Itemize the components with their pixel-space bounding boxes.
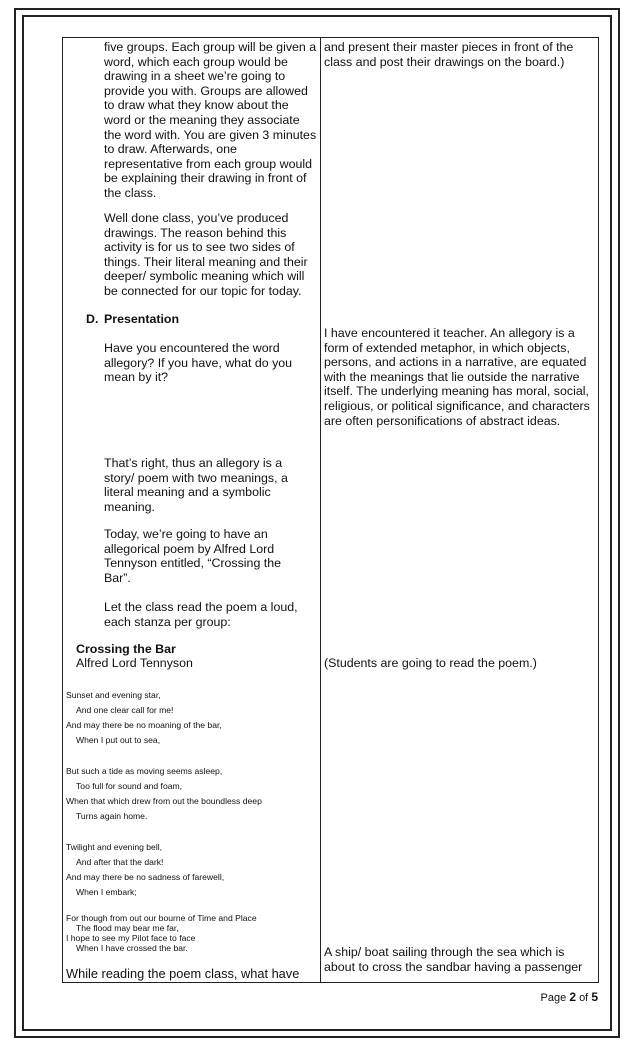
poem-line: I hope to see my Pilot face to face — [66, 933, 196, 943]
poem-line: And one clear call for me! — [76, 705, 174, 715]
left-paragraph-5: Let the class read the poem a loud, each stanza per group: — [104, 600, 298, 629]
poem-title: Crossing the Bar — [76, 642, 176, 656]
poem-line: Turns again home. — [76, 811, 148, 821]
read-poem-note: (Students are going to read the poem.) — [324, 656, 537, 670]
left-paragraph-2: Well done class, you’ve produced drawings. The reason behind this activity is for us to see two sides of things. Their literal meaning and their deeper/ symbolic meaning which will be connected for our topic for today. — [104, 211, 308, 298]
allegory-answer: I have encountered it teacher. An allegory is a form of extended metaphor, in which objects, persons, and actions in a narrative, are equated with the meanings that lie outside the narrative itself. The underlying meaning has moral, social, religious, or political significance, and characters are often personifications of abstract ideas. — [324, 326, 590, 428]
of-word: of — [579, 992, 589, 1004]
poem-line: The flood may bear me far, — [76, 923, 179, 933]
poem-author: Alfred Lord Tennyson — [76, 656, 193, 670]
right-paragraph-1: and present their master pieces in front of the class and post their drawings on the board.) — [324, 40, 574, 69]
poem-line: When I have crossed the bar. — [76, 943, 188, 953]
poem-line: Twilight and evening bell, — [66, 842, 163, 852]
total-pages: 5 — [591, 990, 598, 1004]
left-closing-line: While reading the poem class, what have — [66, 967, 300, 981]
poem-line: And may there be no moaning of the bar, — [66, 720, 222, 730]
poem-line: Too full for sound and foam, — [76, 781, 183, 791]
poem-line: And may there be no sadness of farewell, — [66, 872, 225, 882]
left-paragraph-3: That’s right, thus an allegory is a story/ poem with two meanings, a literal meaning and a symbolic meaning. — [104, 456, 288, 514]
left-paragraph-4: Today, we’re going to have an allegorical poem by Alfred Lord Tennyson entitled, “Crossing the Bar”. — [104, 527, 282, 585]
right-closing-answer: A ship/ boat sailing through the sea which is about to cross the sandbar having a passenger — [324, 945, 583, 974]
poem-line: And after that the dark! — [76, 857, 164, 867]
poem-line: When I embark; — [76, 887, 137, 897]
poem-line: But such a tide as moving seems asleep, — [66, 766, 223, 776]
poem-line: When that which drew from out the boundless deep — [66, 796, 262, 806]
current-page: 2 — [569, 990, 576, 1004]
section-marker: D. — [86, 312, 99, 326]
poem-line: When I put out to sea, — [76, 735, 161, 745]
column-divider — [320, 37, 321, 983]
section-title: Presentation — [104, 312, 180, 326]
poem-line: Sunset and evening star, — [66, 690, 161, 700]
page-number — [541, 990, 598, 1004]
page-word: Page — [540, 992, 567, 1004]
left-paragraph-1: five groups. Each group will be given a word, which each group would be drawing in a sheet we’re going to provide you with. Groups are allowed to draw what they know about the word or the meaning they associate the word with. You are given 3 minutes to draw. Afterwards, one representative from each group would be explaining their drawing in front of the class. — [104, 40, 317, 200]
allegory-question: Have you encountered the word allegory? If you have, what do you mean by it? — [104, 341, 293, 385]
poem-line: For though from out our bourne of Time and Place — [66, 913, 257, 923]
